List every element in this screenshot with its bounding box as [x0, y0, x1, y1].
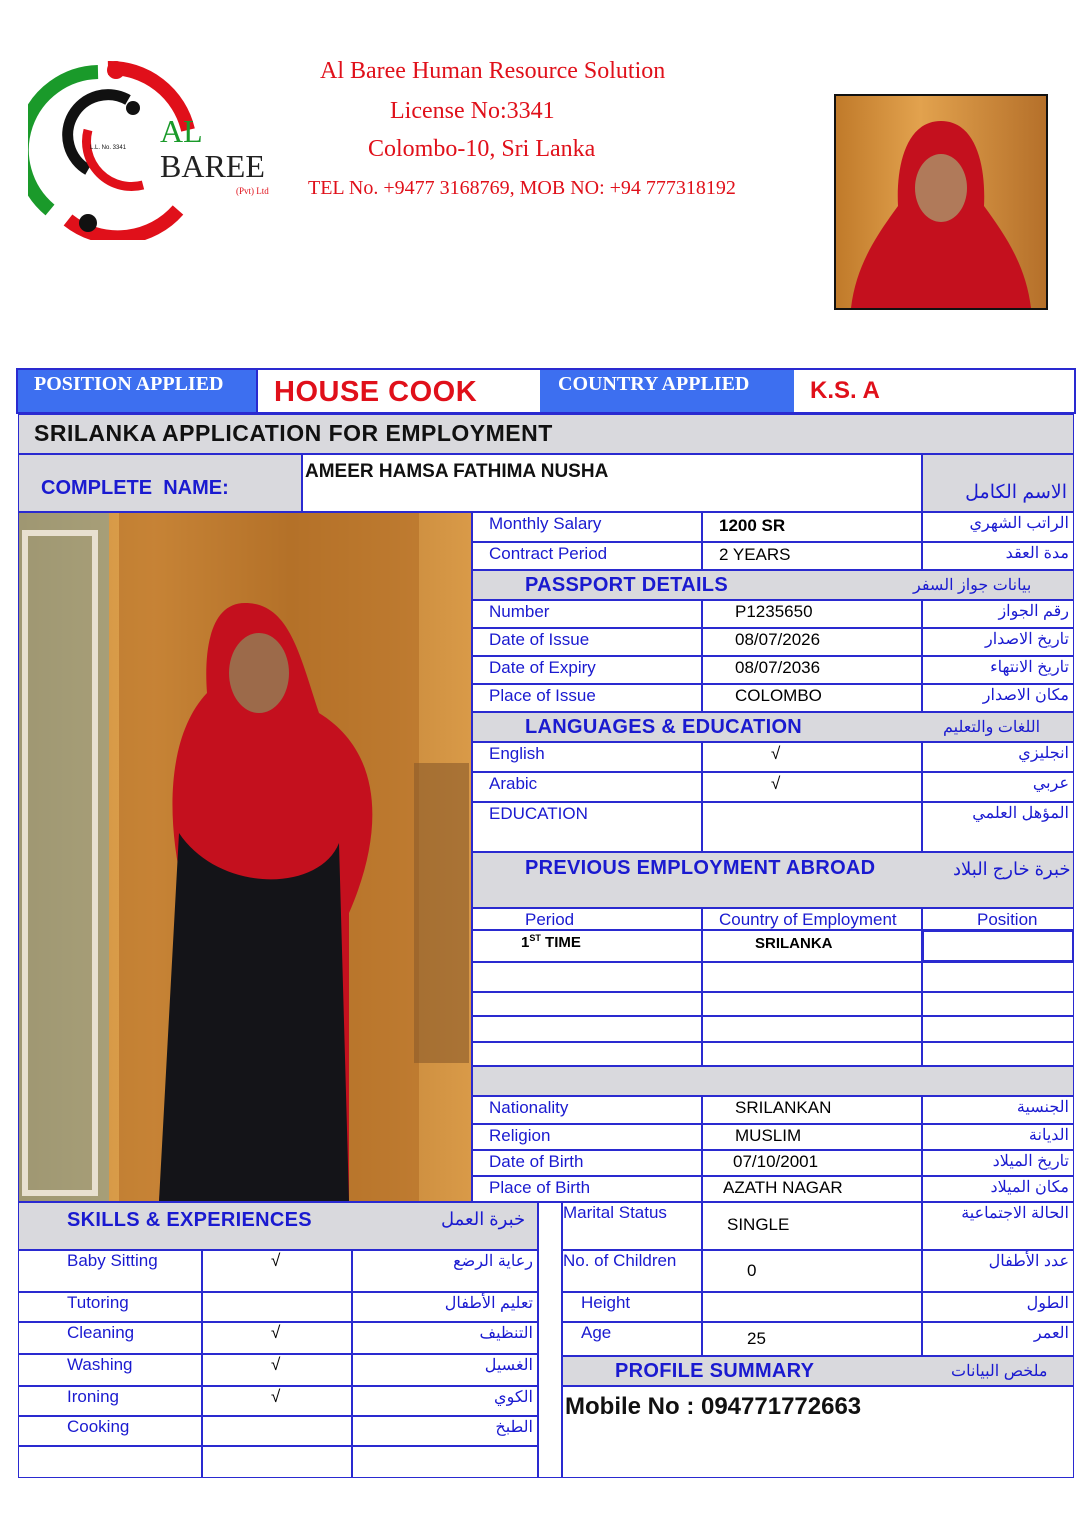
languages-title-arabic: اللغات والتعليم	[943, 719, 1041, 736]
info-arabic-cell-3	[922, 1322, 1074, 1356]
skill-empty-label	[18, 1446, 202, 1478]
languages-title: LANGUAGES & EDUCATION	[525, 716, 803, 738]
skills-gap-col	[538, 1202, 562, 1478]
personal-row-2-arabic: تاريخ الميلاد	[992, 1153, 1069, 1170]
lang-english-arabic: انجليزي	[1018, 745, 1069, 762]
passport-row-2-label: Date of Expiry	[489, 658, 596, 677]
license-number: License No:3341	[390, 98, 555, 124]
personal-row-1-value-cell	[702, 1124, 922, 1150]
passport-row-3-label-cell	[472, 684, 702, 712]
skill-arabic-cell-3	[352, 1354, 538, 1386]
prev-row1-period: 1ST TIME	[521, 933, 581, 951]
profile-title: PROFILE SUMMARY	[615, 1360, 815, 1382]
company-address: Colombo-10, Sri Lanka	[368, 136, 596, 162]
skill-label-5: Cooking	[67, 1417, 130, 1436]
logo-license: L.L. No. 3341	[90, 145, 127, 151]
prev-empty-period-0	[472, 962, 702, 992]
skill-label-3: Washing	[67, 1355, 133, 1374]
info-label-cell-2	[562, 1292, 702, 1322]
skill-empty-arabic	[352, 1446, 538, 1478]
info-value-cell-2	[702, 1292, 922, 1322]
passport-title-arabic: بيانات جواز السفر	[913, 577, 1032, 594]
skill-label-cell-0	[18, 1250, 202, 1292]
skill-arabic-cell-4	[352, 1386, 538, 1416]
personal-row-2-value-cell	[702, 1150, 922, 1176]
info-value-0: SINGLE	[727, 1215, 790, 1234]
prev-row1-period-cell	[472, 930, 702, 962]
skill-tick-2: √	[271, 1323, 281, 1342]
logo-subtext: (Pvt) Ltd	[236, 186, 269, 196]
salary-arabic: الراتب الشهري	[969, 515, 1069, 532]
skill-arabic-1: تعليم الأطفال	[444, 1295, 533, 1312]
profile-body	[562, 1386, 1074, 1478]
info-arabic-2: الطول	[1026, 1295, 1069, 1312]
passport-row-0-label: Number	[489, 602, 550, 621]
skill-arabic-3: الغسيل	[484, 1357, 533, 1374]
prev-empty-period-2	[472, 1016, 702, 1042]
skill-arabic-cell-0	[352, 1250, 538, 1292]
education-label-cell	[472, 802, 702, 852]
passport-row-0-arabic: رقم الجواز	[998, 603, 1069, 620]
prev-empty-period-3	[472, 1042, 702, 1066]
passport-row-2-value-cell	[702, 656, 922, 684]
passport-row-3-arabic: مكان الاصدار	[982, 687, 1069, 704]
skill-label-cell-1	[18, 1292, 202, 1322]
passport-row-2-label-cell	[472, 656, 702, 684]
info-label-cell-0	[562, 1202, 702, 1250]
passport-row-2-value: 08/07/2036	[735, 658, 821, 677]
lang-arabic-label-cell	[472, 772, 702, 802]
personal-row-1-label: Religion	[489, 1126, 551, 1145]
info-value-1: 0	[747, 1261, 757, 1280]
salary-value: 1200 SR	[719, 516, 786, 535]
contract-value: 2 YEARS	[719, 545, 791, 564]
passport-row-1-arabic-cell	[922, 628, 1074, 656]
education-value-cell	[702, 802, 922, 852]
personal-row-2-label-cell	[472, 1150, 702, 1176]
name-label: COMPLETE NAME:	[41, 477, 229, 499]
info-arabic-1: عدد الأطفال	[988, 1253, 1069, 1270]
personal-row-0-label-cell	[472, 1096, 702, 1124]
lang-arabic-arabic: عربي	[1032, 775, 1069, 792]
info-arabic-cell-0	[922, 1202, 1074, 1250]
skills-header	[18, 1202, 538, 1250]
lang-arabic-label: Arabic	[489, 774, 538, 793]
passport-row-2-arabic: تاريخ الانتهاء	[990, 659, 1069, 676]
personal-row-0-value-cell	[702, 1096, 922, 1124]
passport-row-1-value: 08/07/2026	[735, 630, 821, 649]
prev-empty-country-0	[702, 962, 922, 992]
position-value: HOUSE COOK	[274, 376, 478, 408]
passport-title: PASSPORT DETAILS	[525, 574, 728, 596]
skill-arabic-0: رعاية الرضع	[453, 1253, 533, 1270]
lang-english-arabic-cell	[922, 742, 1074, 772]
skill-tick-4: √	[271, 1387, 281, 1406]
previous-title-arabic: خبرة خارج البلاد	[953, 859, 1071, 879]
prev-col-period	[472, 908, 702, 930]
education-label: EDUCATION	[489, 804, 588, 823]
skill-arabic-5: الطبخ	[495, 1419, 533, 1436]
passport-header	[472, 570, 1074, 600]
info-arabic-cell-1	[922, 1250, 1074, 1292]
salary-label-cell	[472, 512, 702, 542]
prev-col-period-label: Period	[525, 910, 575, 929]
education-arabic-cell	[922, 802, 1074, 852]
prev-empty-period-1	[472, 992, 702, 1016]
personal-row-3-arabic: مكان الميلاد	[990, 1179, 1069, 1196]
profile-title-arabic: ملخص البيانات	[951, 1363, 1048, 1380]
skill-label-0: Baby Sitting	[67, 1251, 158, 1270]
info-label-0: Marital Status	[563, 1203, 667, 1222]
lang-english-value-cell	[702, 742, 922, 772]
contract-label: Contract Period	[489, 544, 608, 563]
info-arabic-3: العمر	[1033, 1325, 1069, 1342]
personal-row-0-value: SRILANKAN	[735, 1098, 832, 1117]
salary-label: Monthly Salary	[489, 514, 602, 533]
info-value-3: 25	[747, 1329, 766, 1348]
contract-arabic-cell	[922, 542, 1074, 570]
personal-row-3-label-cell	[472, 1176, 702, 1202]
passport-row-3-arabic-cell	[922, 684, 1074, 712]
contract-arabic: مدة العقد	[1005, 545, 1069, 562]
skill-label-1: Tutoring	[67, 1293, 129, 1312]
prev-col-position	[922, 908, 1074, 930]
lang-english-label-cell	[472, 742, 702, 772]
personal-row-0-arabic: الجنسية	[1016, 1099, 1069, 1116]
profile-header	[562, 1356, 1074, 1386]
skill-arabic-cell-5	[352, 1416, 538, 1446]
applicant-photo-small	[834, 94, 1048, 310]
logo-text-baree: BAREE	[160, 148, 265, 184]
languages-header	[472, 712, 1074, 742]
info-value-cell-1	[702, 1250, 922, 1292]
company-name: Al Baree Human Resource Solution	[320, 58, 666, 84]
personal-row-1-value: MUSLIM	[735, 1126, 802, 1145]
prev-empty-country-1	[702, 992, 922, 1016]
passport-row-0-value: P1235650	[735, 602, 813, 621]
info-value-cell-0	[702, 1202, 922, 1250]
prev-empty-position-2	[922, 1016, 1074, 1042]
personal-row-3-value: AZATH NAGAR	[723, 1178, 843, 1197]
skill-tick-0: √	[271, 1251, 281, 1270]
skill-label-cell-4	[18, 1386, 202, 1416]
previous-title: PREVIOUS EMPLOYMENT ABROAD	[525, 857, 876, 879]
logo-text-al: AL	[160, 113, 203, 149]
lang-english-label: English	[489, 744, 545, 763]
skill-arabic-cell-2	[352, 1322, 538, 1354]
skill-tick-3: √	[271, 1355, 281, 1374]
lang-english-value: √	[771, 744, 781, 763]
education-arabic: المؤهل العلمي	[972, 805, 1069, 822]
skill-tick-cell-3	[202, 1354, 352, 1386]
info-value-cell-3	[702, 1322, 922, 1356]
prev-empty-position-1	[922, 992, 1074, 1016]
skill-arabic-cell-1	[352, 1292, 538, 1322]
name-value-cell	[302, 454, 922, 512]
country-value: K.S. A	[810, 377, 880, 404]
name-label-cell	[18, 454, 302, 512]
skill-tick-cell-4	[202, 1386, 352, 1416]
prev-empty-position-3	[922, 1042, 1074, 1066]
top-row-divider	[256, 370, 258, 412]
info-label-2: Height	[581, 1293, 631, 1312]
passport-row-0-label-cell	[472, 600, 702, 628]
previous-header	[472, 852, 1074, 908]
personal-row-3-arabic-cell	[922, 1176, 1074, 1202]
contract-label-cell	[472, 542, 702, 570]
prev-row1-position-cell	[922, 930, 1074, 962]
info-arabic-cell-2	[922, 1292, 1074, 1322]
skill-arabic-4: الكوي	[494, 1389, 533, 1406]
prev-empty-position-0	[922, 962, 1074, 992]
company-phone: TEL No. +9477 3168769, MOB NO: +94 777318192	[308, 177, 736, 199]
prev-col-country-label: Country of Employment	[719, 910, 897, 929]
info-value-2	[703, 1293, 921, 1299]
passport-row-0-arabic-cell	[922, 600, 1074, 628]
skill-tick-cell-5	[202, 1416, 352, 1446]
info-label-cell-3	[562, 1322, 702, 1356]
salary-value-cell	[702, 512, 922, 542]
name-value: AMEER HAMSA FATHIMA NUSHA	[305, 461, 609, 482]
skills-title-arabic: خبرة العمل	[441, 1209, 526, 1229]
passport-row-1-arabic: تاريخ الاصدار	[984, 631, 1069, 648]
position-label: POSITION APPLIED	[18, 370, 256, 412]
info-arabic-0: الحالة الاجتماعية	[961, 1205, 1069, 1222]
lang-arabic-arabic-cell	[922, 772, 1074, 802]
contract-value-cell	[702, 542, 922, 570]
skill-label-cell-2	[18, 1322, 202, 1354]
skill-tick-cell-2	[202, 1322, 352, 1354]
skill-label-2: Cleaning	[67, 1323, 135, 1342]
mobile-number: Mobile No : 094771772663	[565, 1393, 862, 1420]
skill-label-cell-3	[18, 1354, 202, 1386]
passport-row-2-arabic-cell	[922, 656, 1074, 684]
passport-row-3-label: Place of Issue	[489, 686, 596, 705]
personal-row-2-value: 07/10/2001	[733, 1152, 819, 1171]
skill-empty-tick	[202, 1446, 352, 1478]
country-label: COUNTRY APPLIED	[540, 370, 794, 412]
personal-row-1-label-cell	[472, 1124, 702, 1150]
personal-row-2-arabic-cell	[922, 1150, 1074, 1176]
personal-row-3-value-cell	[702, 1176, 922, 1202]
skill-arabic-2: التنظيف	[479, 1325, 533, 1342]
skill-tick-cell-0	[202, 1250, 352, 1292]
skills-title: SKILLS & EXPERIENCES	[67, 1209, 312, 1231]
info-label-cell-1	[562, 1250, 702, 1292]
lang-arabic-value: √	[771, 774, 781, 793]
prev-col-position-label: Position	[977, 910, 1038, 929]
passport-row-1-value-cell	[702, 628, 922, 656]
name-arabic: الاسم الكامل	[965, 482, 1067, 503]
passport-row-1-label-cell	[472, 628, 702, 656]
prev-empty-country-3	[702, 1042, 922, 1066]
info-label-3: Age	[581, 1323, 612, 1342]
personal-row-1-arabic-cell	[922, 1124, 1074, 1150]
name-arabic-cell	[922, 454, 1074, 512]
prev-row1-country: SRILANKA	[755, 935, 833, 952]
passport-row-3-value: COLOMBO	[735, 686, 822, 705]
skill-tick-cell-1	[202, 1292, 352, 1322]
prev-row1-country-cell	[702, 930, 922, 962]
applicant-photo-full	[18, 512, 472, 1202]
personal-row-2-label: Date of Birth	[489, 1152, 584, 1171]
personal-row-1-arabic: الديانة	[1028, 1127, 1069, 1144]
passport-row-3-value-cell	[702, 684, 922, 712]
prev-spacer	[472, 1066, 1074, 1096]
form-title: SRILANKA APPLICATION FOR EMPLOYMENT	[34, 420, 553, 446]
education-value	[703, 803, 921, 804]
skill-label-cell-5	[18, 1416, 202, 1446]
prev-empty-country-2	[702, 1016, 922, 1042]
info-label-1: No. of Children	[563, 1251, 677, 1270]
lang-arabic-value-cell	[702, 772, 922, 802]
passport-row-1-label: Date of Issue	[489, 630, 590, 649]
prev-col-country	[702, 908, 922, 930]
personal-row-3-label: Place of Birth	[489, 1178, 591, 1197]
personal-row-0-arabic-cell	[922, 1096, 1074, 1124]
personal-row-0-label: Nationality	[489, 1098, 569, 1117]
passport-row-0-value-cell	[702, 600, 922, 628]
skill-label-4: Ironing	[67, 1387, 119, 1406]
salary-arabic-cell	[922, 512, 1074, 542]
